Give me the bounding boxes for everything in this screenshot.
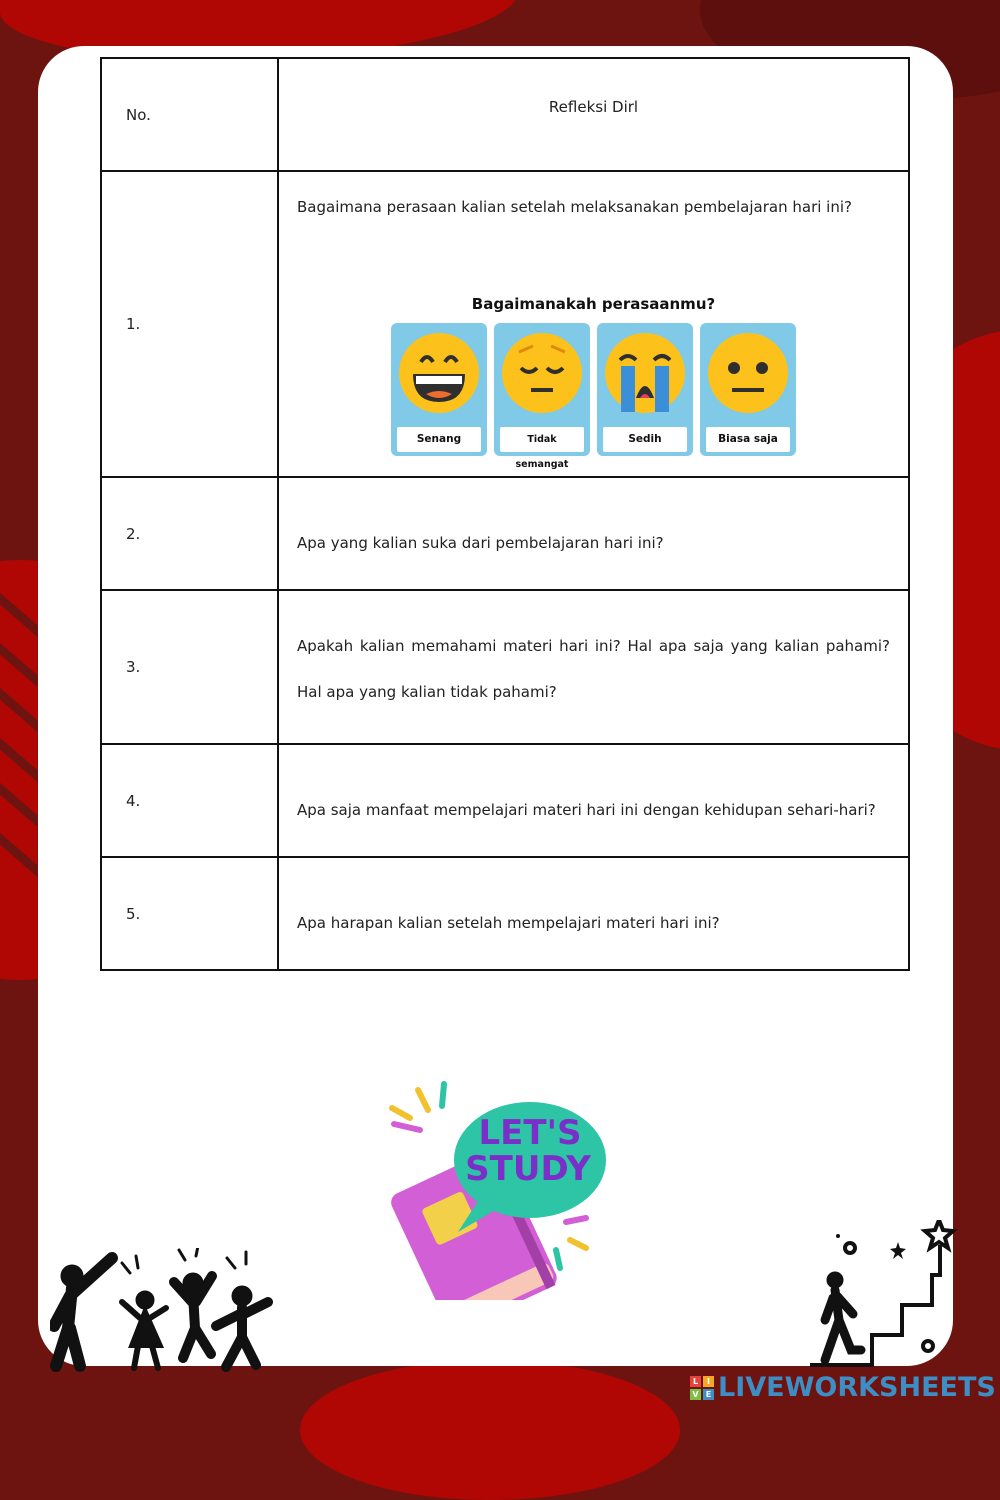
feeling-option-senang[interactable]: [391, 323, 487, 456]
watermark-text: LIVEWORKSHEETS: [718, 1372, 996, 1403]
sticker-line1: LET'S: [478, 1113, 582, 1153]
neutral-face-icon: [705, 328, 791, 418]
header-title: Refleksi Dirl: [548, 98, 639, 116]
feeling-option-biasa-saja[interactable]: [700, 323, 796, 456]
liveworksheets-watermark: [690, 1372, 996, 1403]
table-row: [101, 744, 909, 857]
logo-letter: E: [703, 1389, 714, 1400]
feeling-label: Sedih: [603, 427, 687, 452]
row-number: 1.: [101, 171, 278, 477]
table-header-row: [101, 58, 909, 171]
crying-face-icon: [602, 328, 688, 418]
question-text: Apakah kalian memahami materi hari ini? Hal apa saja yang kalian pahami? Hal apa yang kalian tidak pahami?: [297, 637, 890, 701]
table-row: [101, 477, 909, 590]
question-text: Apa yang kalian suka dari pembelajaran hari ini?: [297, 533, 664, 552]
grinning-face-icon: [396, 328, 482, 418]
answer-cell[interactable]: [278, 590, 909, 744]
feeling-label: Senang: [397, 427, 481, 452]
table-row: [101, 857, 909, 970]
table-row: [101, 590, 909, 744]
question-text: Apa harapan kalian setelah mempelajari materi hari ini?: [297, 913, 720, 932]
answer-cell[interactable]: [278, 477, 909, 590]
row-number: 3.: [101, 590, 278, 744]
feeling-label: Biasa saja: [706, 427, 790, 452]
logo-letter: I: [703, 1376, 714, 1387]
liveworksheets-logo-icon: [690, 1376, 714, 1400]
background-blob: [300, 1360, 680, 1500]
feeling-option-sedih[interactable]: [597, 323, 693, 456]
question-text: Bagaimana perasaan kalian setelah melaksanakan pembelajaran hari ini?: [297, 197, 852, 216]
header-no: No.: [101, 58, 278, 171]
sticker-line2: STUDY: [465, 1149, 591, 1189]
feeling-option-tidak-semangat[interactable]: [494, 323, 590, 470]
row-number: 2.: [101, 477, 278, 590]
answer-cell[interactable]: [278, 171, 909, 477]
celebrating-people-icon: [50, 1248, 280, 1373]
logo-letter: V: [690, 1389, 701, 1400]
feeling-label: Tidak semangat: [500, 427, 584, 452]
header-title-cell: [278, 58, 909, 171]
climbing-stairs-icon: [800, 1220, 960, 1370]
logo-letter: L: [690, 1376, 701, 1387]
row-number: 5.: [101, 857, 278, 970]
table-row: [101, 171, 909, 477]
answer-cell[interactable]: [278, 744, 909, 857]
feelings-chart: [389, 294, 799, 470]
row-number: 4.: [101, 744, 278, 857]
feelings-title: Bagaimanakah perasaanmu?: [471, 294, 716, 313]
pensive-face-icon: [499, 328, 585, 418]
answer-cell[interactable]: [278, 857, 909, 970]
question-text: Apa saja manfaat mempelajari materi hari ini dengan kehidupan sehari-hari?: [297, 800, 876, 819]
lets-study-sticker: [370, 1080, 610, 1300]
reflection-table: [100, 57, 910, 971]
